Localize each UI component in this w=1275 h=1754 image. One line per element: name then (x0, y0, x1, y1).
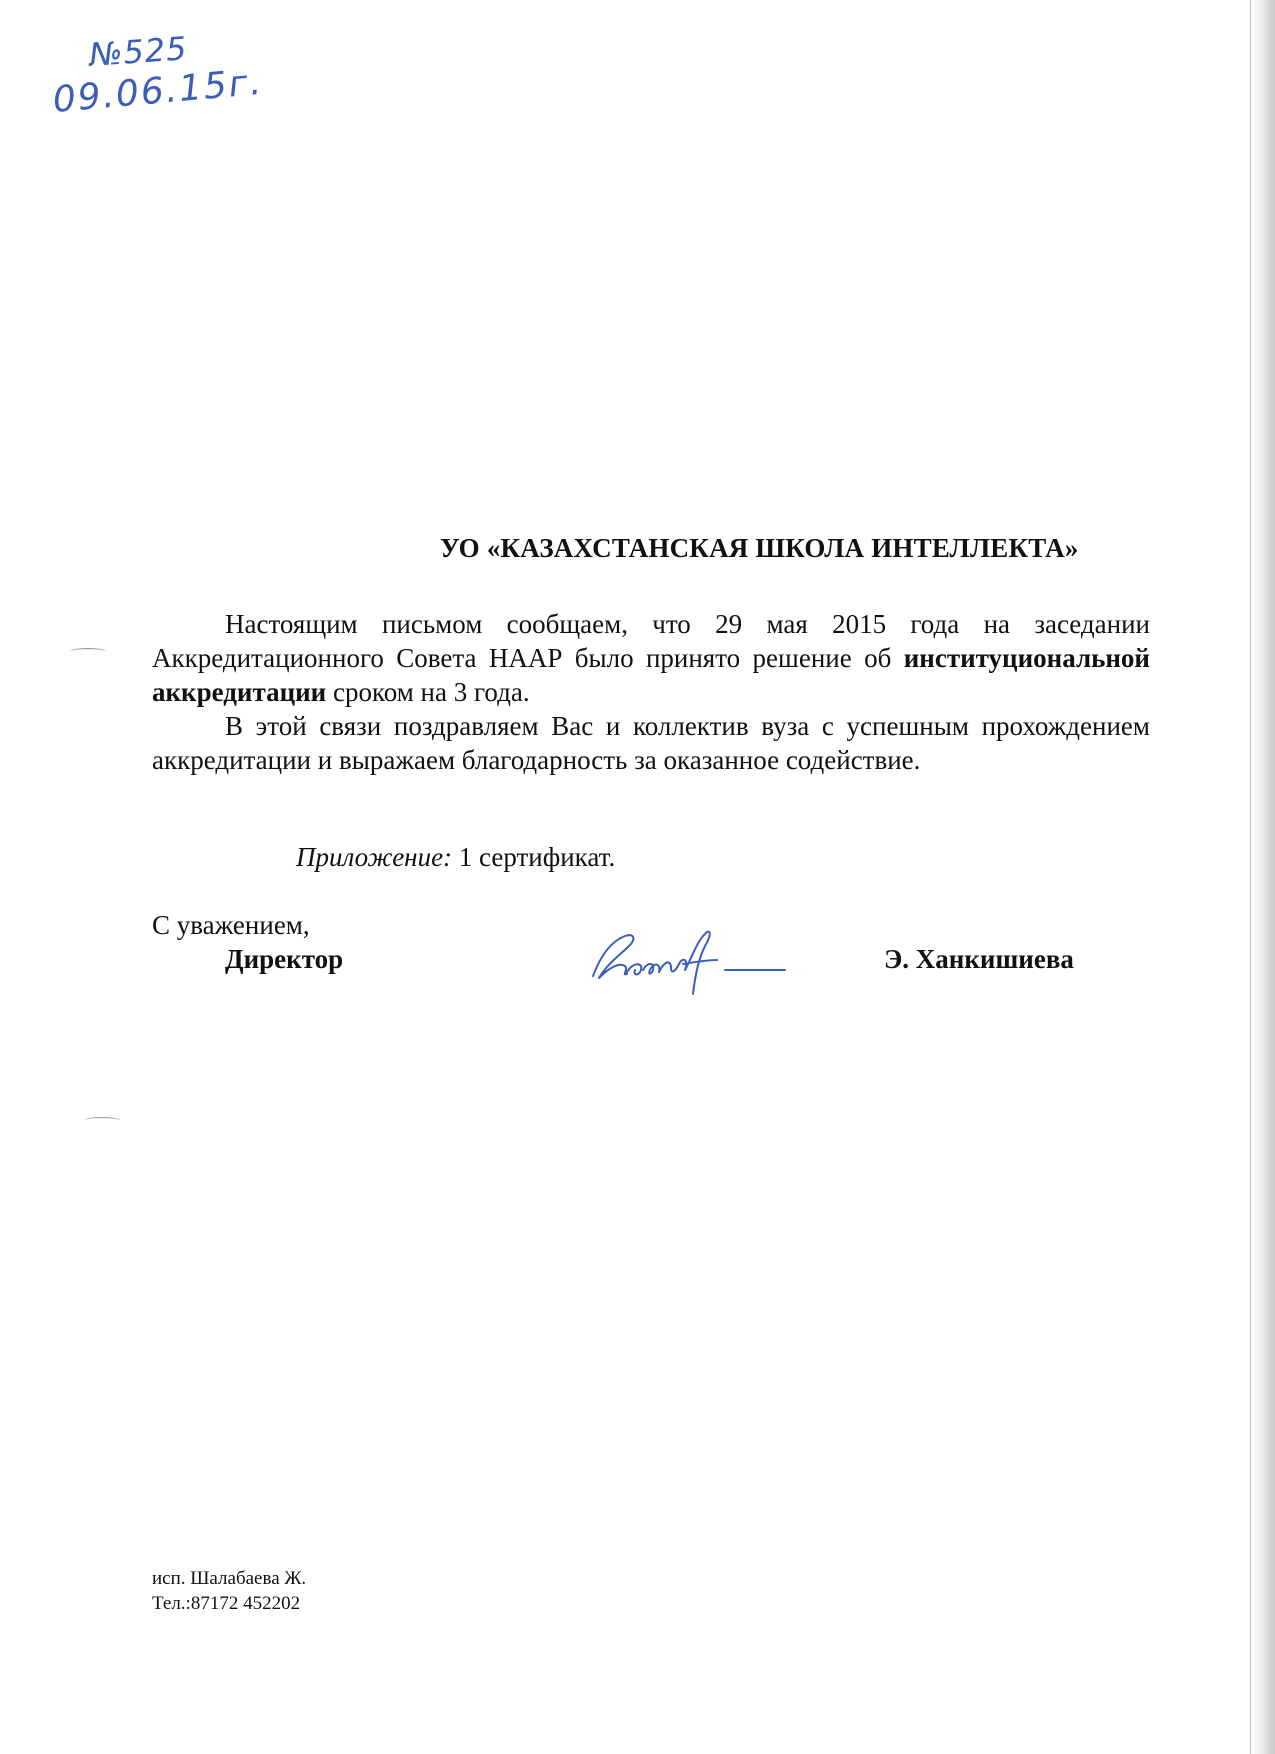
closing-salutation: С уважением, (152, 910, 310, 940)
recipient-heading: УО «КАЗАХСТАНСКАЯ ШКОЛА ИНТЕЛЛЕКТА» (440, 533, 1079, 563)
scan-page-edge (1250, 0, 1275, 1754)
signer-name: Э. Ханкишиева (884, 944, 1074, 974)
executor-name: исп. Шалабаева Ж. (152, 1568, 307, 1589)
executor-phone: Тел.:87172 452202 (152, 1593, 301, 1614)
signature-drawing (585, 920, 785, 1000)
scan-mark (70, 648, 106, 655)
scan-mark (84, 1117, 120, 1124)
attachment-text: 1 сертификат. (452, 842, 616, 872)
handwritten-registration-note (51, 29, 265, 130)
handwritten-signature (585, 920, 785, 1000)
attachment-line (296, 842, 615, 873)
signer-title: Директор (225, 944, 344, 974)
handwritten-note-drawing (51, 29, 265, 130)
paragraph1-text-end: сроком на 3 года. (326, 677, 530, 707)
body-paragraph-1 (152, 607, 1150, 709)
executor-info (152, 1566, 306, 1616)
letter-body (152, 607, 1150, 777)
registration-date: 09.06.15г. (51, 61, 265, 121)
paragraph1-text-start: Настоящим письмом сообщаем, что 29 мая 2015 года на заседании Аккредитационного Совета НААР было принято решение об (152, 609, 1150, 673)
paragraph1-bold-phrase: институциональной аккредитации (152, 643, 1150, 707)
registration-number: №525 (87, 29, 189, 74)
body-paragraph-2: В этой связи поздравляем Вас и коллектив вуза с успешным прохождением аккредитации и выражаем благодарность за оказанное содействие. (152, 711, 1150, 775)
attachment-label: Приложение: (296, 842, 453, 872)
